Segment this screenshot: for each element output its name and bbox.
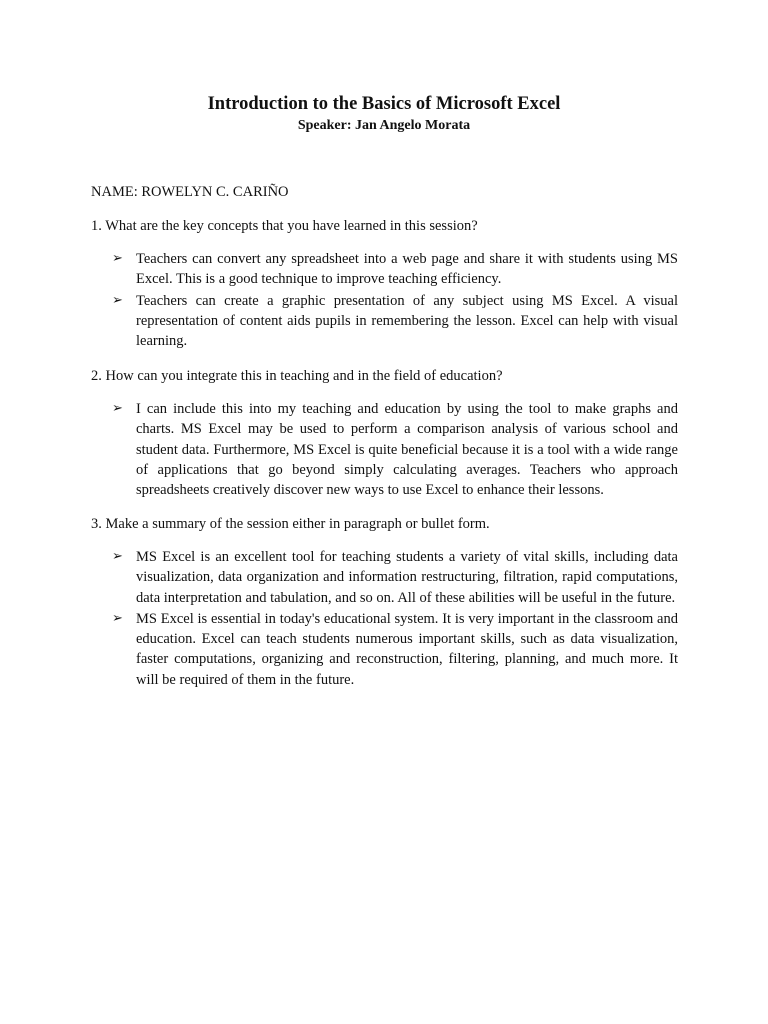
answer-list-2 bbox=[112, 399, 678, 501]
question-2: 2. How can you integrate this in teaching and in the field of education? bbox=[91, 368, 503, 384]
arrow-bullet-icon: ➢ bbox=[112, 549, 123, 564]
document-title: Introduction to the Basics of Microsoft Excel bbox=[207, 94, 561, 114]
answer-item bbox=[112, 609, 678, 690]
arrow-bullet-icon: ➢ bbox=[112, 401, 123, 416]
answer-text: MS Excel is an excellent tool for teaching students a variety of vital skills, including data visualization, data organization and information restructuring, filtration, rapid computations, data interpretation and tabulation, and so on. All of these abilities will be useful in the future. bbox=[136, 549, 678, 606]
arrow-bullet-icon: ➢ bbox=[112, 610, 123, 626]
arrow-bullet-icon: ➢ bbox=[112, 251, 123, 266]
speaker-line: Speaker: Jan Angelo Morata bbox=[297, 118, 471, 133]
arrow-bullet-icon: ➢ bbox=[112, 292, 123, 308]
answer-item bbox=[112, 249, 678, 290]
answer-text: MS Excel is essential in today's educational system. It is very important in the classroom and education. Excel can teach students numerous important skills, such as data visualization, faster computations, organizing and reconstruction, filtering, planning, and much more. It will be required of them in the future. bbox=[136, 610, 678, 688]
question-3: 3. Make a summary of the session either in paragraph or bullet form. bbox=[91, 516, 490, 532]
answer-text: Teachers can convert any spreadsheet into a web page and share it with students using MS Excel. This is a good technique to improve teaching efficiency. bbox=[136, 251, 678, 288]
answer-item bbox=[112, 547, 678, 608]
answer-item bbox=[112, 291, 678, 352]
answer-item bbox=[112, 399, 678, 500]
answer-text: Teachers can create a graphic presentation of any subject using MS Excel. A visual representation of content aids pupils in remembering the lesson. Excel can help with visual learning. bbox=[136, 292, 678, 350]
answer-list-3 bbox=[112, 547, 678, 691]
question-1: 1. What are the key concepts that you have learned in this session? bbox=[91, 218, 478, 234]
student-name: NAME: ROWELYN C. CARIÑO bbox=[91, 184, 289, 200]
answer-list-1 bbox=[112, 249, 678, 352]
answer-text: I can include this into my teaching and education by using the tool to make graphs and charts. MS Excel may be used to perform a comparison analysis of various school and student data. Furthermore, MS Excel is quite beneficial because it is a tool with a wide range of applications that go beyond simply calculating averages. Teachers who approach spreadsheets creatively discover new ways to use Excel to enhance their lessons. bbox=[136, 401, 678, 499]
